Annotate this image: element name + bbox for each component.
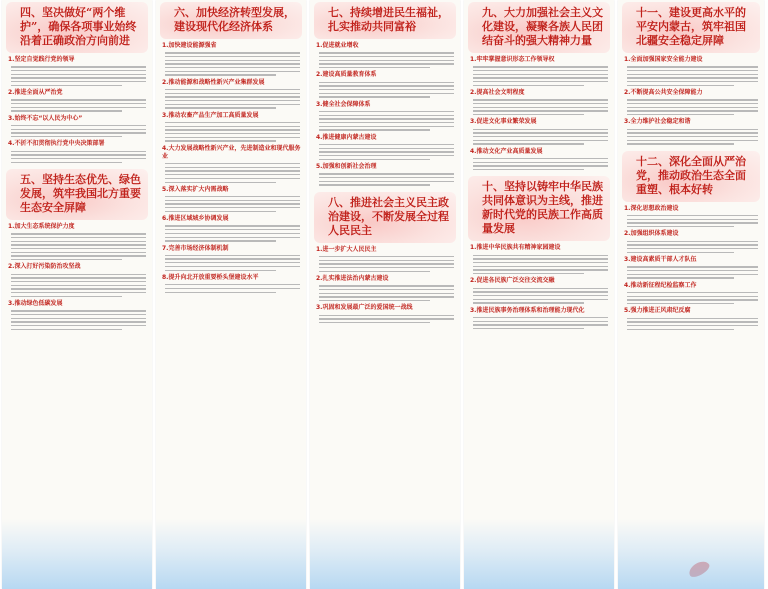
body-text-line — [627, 277, 734, 278]
subheading: 4.推进健康内蒙古建设 — [316, 133, 377, 141]
body-text-line — [319, 118, 454, 119]
subheading: 8.提升向北开放重要桥头堡建设水平 — [162, 273, 259, 281]
body-text-line — [319, 56, 454, 57]
body-text-line — [473, 295, 608, 296]
body-text-line — [319, 296, 454, 297]
decorative-petal — [686, 558, 711, 579]
body-text-line — [165, 225, 300, 226]
body-text-line — [11, 151, 146, 152]
body-text-line — [473, 299, 608, 300]
body-text-line — [11, 158, 146, 159]
body-text-line — [165, 270, 276, 271]
body-text-line — [627, 270, 758, 271]
section-heading: 四、坚决做好“两个维护”，确保各项事业始终沿着正确政治方向前进 — [6, 2, 148, 53]
body-text-line — [319, 184, 430, 185]
body-text-line — [11, 329, 122, 330]
body-text-line — [165, 104, 300, 105]
body-text-line — [11, 296, 122, 297]
body-text-line — [319, 173, 454, 174]
body-text-line — [165, 129, 300, 130]
section-heading: 十二、深化全面从严治党，推动政治生态全面重塑、根本好转 — [622, 151, 760, 202]
subheading: 2.建设高质量教育体系 — [316, 71, 377, 79]
body-text-line — [627, 85, 734, 86]
body-text-line — [473, 321, 608, 322]
body-text-line — [165, 196, 300, 197]
body-text-line — [473, 114, 584, 115]
body-text-line — [165, 163, 300, 164]
subheading: 3.健全社会保障体系 — [316, 100, 371, 108]
body-text-line — [165, 107, 276, 108]
column-2 — [156, 0, 306, 589]
body-text-line — [165, 74, 276, 75]
body-text-line — [473, 136, 608, 137]
column-1 — [2, 0, 152, 589]
body-text-line — [165, 240, 276, 241]
body-text-line — [11, 237, 146, 238]
body-text-line — [319, 263, 454, 264]
subheading: 3.巩固和发展最广泛的爱国统一战线 — [316, 304, 413, 312]
body-text-line — [11, 154, 146, 155]
body-text-line — [473, 132, 608, 133]
subheading: 2.深入打好污染防治攻坚战 — [8, 263, 81, 271]
body-text-line — [319, 271, 430, 272]
body-text-line — [319, 63, 454, 64]
subheading: 3.建设高素质干部人才队伍 — [624, 256, 697, 264]
body-text-line — [11, 103, 146, 104]
body-text-line — [11, 259, 122, 260]
body-text-line — [319, 300, 430, 301]
body-text-line — [165, 122, 300, 123]
body-text-line — [11, 162, 122, 163]
body-text-line — [11, 292, 146, 293]
body-text-line — [473, 77, 608, 78]
subheading: 5.加强和创新社会治理 — [316, 163, 377, 171]
body-text-line — [165, 174, 300, 175]
body-text-line — [165, 288, 300, 289]
body-text-line — [165, 266, 300, 267]
body-text-line — [319, 82, 454, 83]
body-text-line — [627, 99, 758, 100]
body-text-line — [319, 129, 430, 130]
body-text-line — [165, 182, 276, 183]
body-text-line — [319, 155, 454, 156]
body-text-line — [627, 74, 758, 75]
body-text-line — [319, 159, 430, 160]
body-text-line — [11, 233, 146, 234]
body-text-line — [627, 219, 758, 220]
subheading: 1.加快建设能源强省 — [162, 42, 217, 49]
column-4 — [464, 0, 614, 589]
body-text-line — [11, 125, 146, 126]
body-text-line — [319, 148, 454, 149]
body-text-line — [473, 81, 608, 82]
subheading: 2.加强组织体系建设 — [624, 230, 679, 238]
body-text-line — [473, 85, 584, 86]
body-text-line — [11, 70, 146, 71]
body-text-line — [11, 77, 146, 78]
body-text-line — [319, 144, 454, 145]
body-text-line — [11, 248, 146, 249]
body-text-line — [319, 122, 454, 123]
body-text-line — [627, 321, 758, 322]
subheading: 3.促进文化事业繁荣发展 — [470, 118, 537, 126]
body-text-line — [627, 292, 758, 293]
body-text-line — [627, 296, 758, 297]
column-5 — [618, 0, 764, 589]
body-text-line — [11, 325, 146, 326]
body-text-line — [319, 285, 454, 286]
body-text-line — [473, 162, 608, 163]
section-heading: 八、推进社会主义民主政治建设，不断发展全过程人民民主 — [314, 192, 456, 243]
body-text-line — [11, 136, 122, 137]
body-text-line — [11, 85, 122, 86]
body-text-line — [165, 52, 300, 53]
body-text-line — [627, 299, 758, 300]
column-3 — [310, 0, 460, 589]
body-text-line — [165, 200, 300, 201]
body-text-line — [627, 244, 758, 245]
subheading: 1.促进就业增收 — [316, 42, 359, 49]
body-text-line — [473, 302, 584, 303]
section-heading: 十一、建设更高水平的平安内蒙古，筑牢祖国北疆安全稳定屏障 — [622, 2, 760, 53]
subheading: 2.推动能源和战略性新兴产业集群发展 — [162, 78, 265, 86]
body-text-line — [627, 215, 758, 216]
body-text-line — [627, 241, 758, 242]
body-text-line — [11, 321, 146, 322]
body-text-line — [319, 177, 454, 178]
body-text-line — [11, 281, 146, 282]
body-text-line — [11, 66, 146, 67]
body-text-line — [165, 284, 300, 285]
body-text-line — [473, 129, 608, 130]
body-text-line — [473, 255, 608, 256]
body-text-line — [627, 329, 734, 330]
body-text-line — [165, 255, 300, 256]
body-text-line — [627, 274, 758, 275]
subheading: 1.坚定自觉践行党的领导 — [8, 56, 75, 63]
body-text-line — [319, 315, 454, 316]
body-text-line — [11, 81, 146, 82]
subheading: 5.强力推进正风肃纪反腐 — [624, 307, 691, 315]
body-text-line — [627, 226, 734, 227]
body-text-line — [473, 269, 608, 270]
body-text-line — [165, 207, 300, 208]
body-text-line — [627, 110, 758, 111]
section-heading: 十、坚持以铸牢中华民族共同体意识为主线，推进新时代党的民族工作高质量发展 — [468, 176, 610, 241]
body-text-line — [627, 248, 758, 249]
subheading: 2.扎实推进法治内蒙古建设 — [316, 275, 389, 283]
body-text-line — [473, 258, 608, 259]
body-text-line — [11, 285, 146, 286]
body-text-line — [319, 126, 454, 127]
body-text-line — [11, 110, 122, 111]
section-heading: 六、加快经济转型发展，建设现代化经济体系 — [160, 2, 302, 39]
body-text-line — [627, 66, 758, 67]
body-text-line — [165, 56, 300, 57]
body-text-line — [319, 260, 454, 261]
body-text-line — [165, 133, 300, 134]
body-text-line — [11, 132, 146, 133]
body-text-line — [319, 289, 454, 290]
body-text-line — [165, 89, 300, 90]
body-text-line — [165, 60, 300, 61]
body-text-line — [11, 129, 146, 130]
body-text-line — [627, 266, 758, 267]
body-text-line — [11, 277, 146, 278]
body-text-line — [319, 267, 454, 268]
body-text-line — [473, 143, 584, 144]
subheading: 1.深化思想政治建设 — [624, 204, 679, 212]
body-text-line — [319, 322, 430, 323]
subheading: 1.推进中华民族共有精神家园建设 — [470, 244, 561, 252]
subheading: 1.加大生态系统保护力度 — [8, 223, 75, 230]
body-text-line — [473, 288, 608, 289]
body-text-line — [11, 74, 146, 75]
body-text-line — [473, 107, 608, 108]
body-text-line — [11, 107, 146, 108]
section-heading: 五、坚持生态优先、绿色发展，筑牢我国北方重要生态安全屏障 — [6, 169, 148, 220]
body-text-line — [165, 170, 300, 171]
body-text-line — [165, 167, 300, 168]
body-text-line — [473, 140, 608, 141]
body-text-line — [165, 292, 276, 293]
subheading: 4.不折不扣贯彻执行党中央决策部署 — [8, 140, 105, 148]
body-text-line — [627, 81, 758, 82]
body-text-line — [11, 241, 146, 242]
body-text-line — [473, 66, 608, 67]
body-text-line — [627, 107, 758, 108]
body-text-line — [473, 328, 584, 329]
body-text-line — [319, 89, 454, 90]
body-text-line — [319, 52, 454, 53]
body-text-line — [319, 111, 454, 112]
subheading: 4.推动文化产业高质量发展 — [470, 147, 543, 155]
body-text-line — [319, 151, 454, 152]
body-text-line — [627, 140, 758, 141]
body-text-line — [627, 114, 734, 115]
body-text-line — [319, 60, 454, 61]
body-text-line — [473, 324, 608, 325]
subheading: 1.牢牢掌握意识形态工作领导权 — [470, 56, 555, 63]
subheading: 3.全力维护社会稳定和谐 — [624, 118, 691, 126]
body-text-line — [473, 70, 608, 71]
subheading: 4.推动新征程纪检监察工作 — [624, 281, 697, 289]
body-text-line — [627, 252, 734, 253]
body-text-line — [165, 71, 300, 72]
subheading: 3.推动绿色低碳发展 — [8, 300, 63, 308]
body-text-line — [165, 258, 300, 259]
body-text-line — [473, 273, 584, 274]
subheading: 1.全面加强国家安全能力建设 — [624, 56, 703, 63]
body-text-line — [473, 262, 608, 263]
body-text-line — [11, 310, 146, 311]
body-text-line — [319, 318, 454, 319]
body-text-line — [165, 126, 300, 127]
body-text-line — [165, 237, 300, 238]
section-heading: 九、大力加强社会主义文化建设，凝聚各族人民团结奋斗的强大精神力量 — [468, 2, 610, 53]
body-text-line — [319, 93, 454, 94]
body-text-line — [319, 115, 454, 116]
body-text-line — [165, 203, 300, 204]
body-text-line — [473, 110, 608, 111]
subheading: 2.促进各民族广泛交往交流交融 — [470, 277, 555, 285]
body-text-line — [627, 222, 758, 223]
body-text-line — [627, 132, 758, 133]
body-text-line — [165, 63, 300, 64]
body-text-line — [627, 129, 758, 130]
subheading: 6.推进区域城乡协调发展 — [162, 215, 229, 223]
body-text-line — [165, 262, 300, 263]
subheading: 2.提高社会文明程度 — [470, 89, 525, 97]
subheading: 2.推进全面从严治党 — [8, 89, 63, 97]
body-text-line — [11, 318, 146, 319]
body-text-line — [473, 317, 608, 318]
body-text-line — [473, 165, 608, 166]
body-text-line — [319, 85, 454, 86]
body-text-line — [165, 178, 300, 179]
body-text-line — [319, 67, 430, 68]
body-text-line — [627, 318, 758, 319]
body-text-line — [627, 143, 734, 144]
body-text-line — [11, 255, 146, 256]
subheading: 3.始终不忘“以人民为中心” — [8, 114, 83, 122]
body-text-line — [11, 252, 146, 253]
subheading: 5.深入落实扩大内需战略 — [162, 185, 229, 193]
body-text-line — [165, 140, 276, 141]
body-text-line — [627, 325, 758, 326]
body-text-line — [319, 293, 454, 294]
body-text-line — [473, 266, 608, 267]
body-text-line — [165, 96, 300, 97]
body-text-line — [473, 103, 608, 104]
body-text-line — [319, 96, 430, 97]
body-text-line — [627, 136, 758, 137]
body-text-line — [319, 181, 454, 182]
body-text-line — [627, 103, 758, 104]
body-text-line — [165, 100, 300, 101]
body-text-line — [165, 229, 300, 230]
subheading: 1.进一步扩大人民民主 — [316, 245, 377, 253]
body-text-line — [319, 256, 454, 257]
subheading: 7.完善市场经济体制机制 — [162, 244, 229, 252]
body-text-line — [627, 303, 734, 304]
body-text-line — [627, 70, 758, 71]
section-heading: 七、持续增进民生福祉，扎实推动共同富裕 — [314, 2, 456, 39]
body-text-line — [473, 169, 584, 170]
body-text-line — [11, 314, 146, 315]
subheading: 2.不断提高公共安全保障能力 — [624, 89, 703, 97]
body-text-line — [165, 67, 300, 68]
body-text-line — [165, 137, 300, 138]
body-text-line — [473, 99, 608, 100]
body-text-line — [165, 233, 300, 234]
body-text-line — [627, 77, 758, 78]
body-text-line — [11, 99, 146, 100]
body-text-line — [11, 274, 146, 275]
body-text-line — [165, 93, 300, 94]
body-text-line — [11, 244, 146, 245]
body-text-line — [165, 211, 276, 212]
subheading: 3.推进民族事务治理体系和治理能力现代化 — [470, 306, 585, 314]
body-text-line — [473, 158, 608, 159]
subheading: 4.大力发展战略性新兴产业，先进制造业和现代服务业 — [162, 144, 301, 160]
body-text-line — [473, 74, 608, 75]
subheading: 3.推动农畜产品生产加工高质量发展 — [162, 111, 259, 119]
body-text-line — [11, 288, 146, 289]
body-text-line — [473, 291, 608, 292]
